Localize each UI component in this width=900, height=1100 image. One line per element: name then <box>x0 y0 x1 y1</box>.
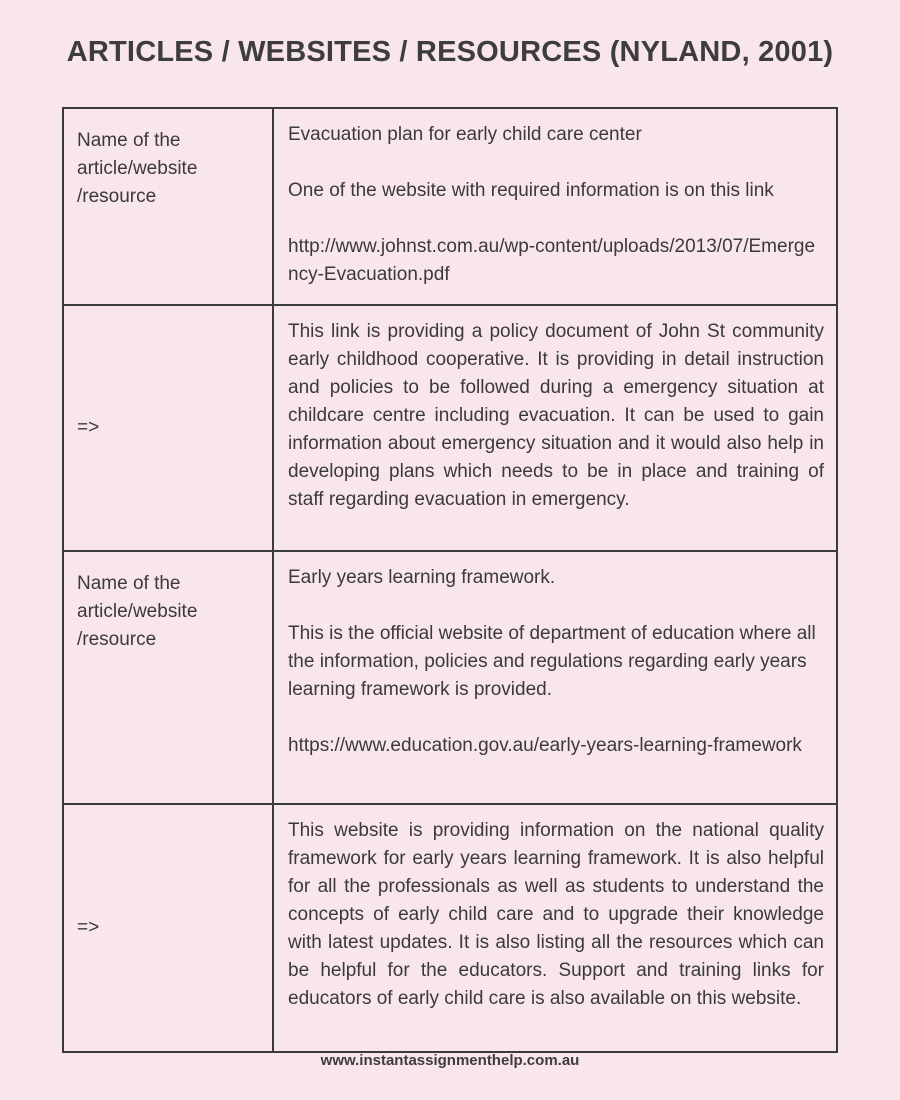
resource-link[interactable]: https://www.education.gov.au/early-years-learning-framework <box>288 735 802 756</box>
resource-description: This link is providing a policy document of John St community early childhood cooperative. It is providing in detail instruction and policies to be followed during a emergency situation at childcare centre including evacuation. It can be used to gain information about emergency situation and it would also help in developing plans which needs to be in place and training of staff regarding evacuation in emergency. <box>288 321 824 510</box>
row-label: Name of the article/website /resource <box>77 130 198 207</box>
resource-link[interactable]: http://www.johnst.com.au/wp-content/uploads/2013/07/Emergency-Evacuation.pdf <box>288 236 816 285</box>
row-content-cell <box>273 804 837 1052</box>
resource-title: Evacuation plan for early child care center <box>288 124 642 145</box>
resource-note: This is the official website of department of education where all the information, policies and regulations regarding early years learning framework is provided. <box>288 623 816 700</box>
page-title: ARTICLES / WEBSITES / RESOURCES (NYLAND, 2001) <box>66 36 834 68</box>
row-label-cell <box>63 108 273 305</box>
row-content-cell <box>273 108 837 305</box>
arrow-label: => <box>77 917 100 938</box>
table-row <box>63 305 837 551</box>
arrow-cell <box>63 804 273 1052</box>
arrow-label: => <box>77 417 100 438</box>
row-label: Name of the article/website /resource <box>77 573 198 650</box>
footer-url[interactable]: www.instantassignmenthelp.com.au <box>320 1052 580 1069</box>
resources-table <box>62 107 838 1053</box>
table-row <box>63 551 837 804</box>
resource-title: Early years learning framework. <box>288 567 556 588</box>
row-content-cell <box>273 305 837 551</box>
row-content-cell <box>273 551 837 804</box>
table-row <box>63 108 837 305</box>
table-row <box>63 804 837 1052</box>
resource-note: One of the website with required information is on this link <box>288 180 774 201</box>
resource-description: This website is providing information on the national quality framework for early years learning framework. It is also helpful for all the professionals as well as students to understand the concepts of early child care and to upgrade their knowledge with latest updates. It is also listing all the resources which can be helpful for the educators. Support and training links for educators of early child care is also available on this website. <box>288 820 824 1009</box>
arrow-cell <box>63 305 273 551</box>
row-label-cell <box>63 551 273 804</box>
